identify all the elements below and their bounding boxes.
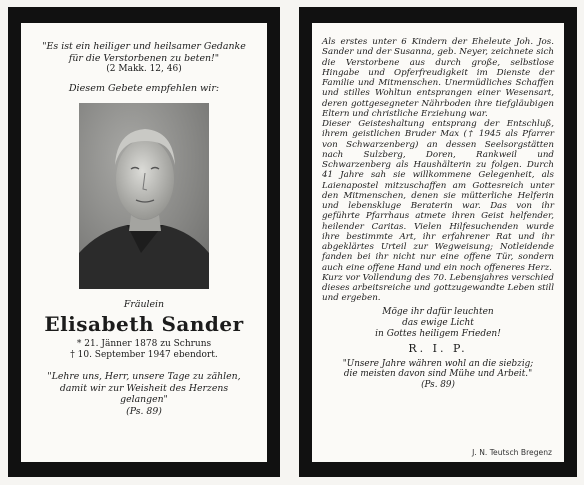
- verse-source: (Ps. 89): [421, 380, 455, 391]
- death-date: † 10. September 1947 ebendort.: [70, 350, 218, 360]
- biography-paragraph: Kurz vor Vollendung des 70. Lebensjahres verschied dieses arbeitsreiche und gottzugewandte Leben still und ergeben.: [322, 272, 554, 304]
- prayer-line: das ewige Licht: [402, 317, 474, 328]
- closing-verse: [35, 371, 253, 417]
- biography: [322, 37, 554, 304]
- front-card-border: [8, 7, 280, 477]
- quote-line: "Es ist ein heiliger und heilsamer Gedanke: [42, 41, 246, 52]
- front-card: [21, 23, 267, 462]
- biography-paragraph: Dieser Geisteshaltung entsprang der Entschluß, ihrem geistlichen Bruder Max († 1945 als Pfarrer von Schwarzenberg) an dessen Seelsorgstätten nach Sulzberg, Doren, Rankweil und Schwarzenberg als Haushälterin zu folgen. Durch 41 Jahre sah sie willkommene Gelegenheit, als Laienapostel mitzuschaffen am Gottesreich unter den Mitmenschen, denen sie mütterliche Helferin und lebenskluge Beraterin war. Das von ihr geführte Pfarrhaus atmete ihren Geist helfender, heilender Caritas. Vielen Hilfesuchenden wurde ihre bestimmte Art, ihr erfahrener Rat und ihr abgeklärtes Urteil zur Wegweisung; Notleidende fanden bei ihr nicht nur eine offene Tür, sondern auch eine offene Hand und ein noch offeneres Herz.: [322, 119, 554, 273]
- back-card: [312, 23, 564, 462]
- prayer-intro: Diesem Gebete empfehlen wir:: [68, 83, 220, 94]
- back-verse: [322, 359, 554, 391]
- biography-paragraph: Als erstes unter 6 Kindern der Eheleute Joh. Jos. Sander und der Susanna, geb. Neyer, zeichnete sich die Verstorbene aus durch große, selbstlose Hingabe und Opferfreudigkeit im Dienste der Familie und Mitmenschen. Unermüdliches Schaffen und stilles Wohltun entsprangen einer Wesensart, deren gottgesegneter Nährboden ihre tiefgläubigen Eltern und christliche Erziehung war.: [322, 37, 554, 119]
- portrait-photo: [79, 103, 209, 289]
- prayer-line: Möge ihr dafür leuchten: [382, 306, 494, 317]
- closing-prayer: [322, 307, 554, 340]
- rip-text: R. I. P.: [408, 341, 468, 355]
- verse-line: damit wir zur Weisheit des Herzens gelangen": [59, 382, 229, 405]
- quote-source: (2 Makk. 12, 46): [106, 64, 182, 74]
- verse-line: die meisten davon sind Mühe und Arbeit.": [343, 369, 533, 380]
- honorific: Fräulein: [123, 299, 165, 310]
- verse-source: (Ps. 89): [126, 405, 162, 417]
- prayer-line: in Gottes heiligem Frieden!: [375, 328, 501, 339]
- verse-line: "Unsere Jahre währen wohl an die siebzig;: [342, 358, 534, 369]
- life-dates: [35, 339, 253, 361]
- opening-quote: [35, 41, 253, 64]
- portrait-image: [79, 103, 209, 289]
- verse-line: "Lehre uns, Herr, unsere Tage zu zählen,: [47, 371, 241, 382]
- quote-line: für die Verstorbenen zu beten!": [68, 52, 220, 64]
- back-card-border: [299, 7, 577, 477]
- printer-imprint: J. N. Teutsch Bregenz: [472, 448, 552, 457]
- birth-date: * 21. Jänner 1878 zu Schruns: [76, 339, 212, 349]
- deceased-name: Elisabeth Sander: [44, 312, 244, 336]
